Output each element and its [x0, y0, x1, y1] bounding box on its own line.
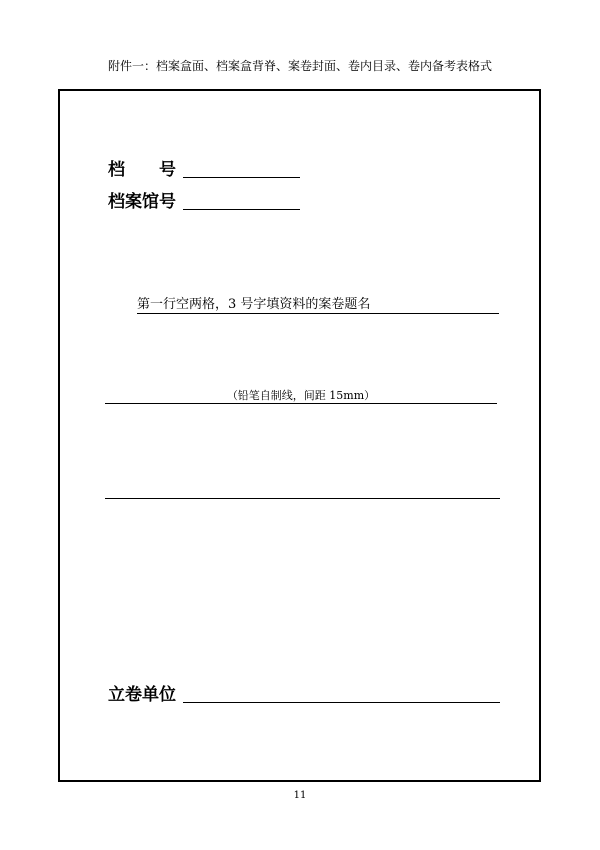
attachment-header: 附件一：档案盒面、档案盒背脊、案卷封面、卷内目录、卷内备考表格式 — [107, 59, 492, 73]
filing-unit-label: 立卷单位 — [108, 685, 176, 705]
file-number-blank-line — [183, 177, 300, 178]
filing-unit-field — [108, 684, 500, 706]
file-number-field — [108, 159, 300, 181]
file-number-label: 档 号 — [108, 160, 176, 180]
case-title-instruction: 第一行空两格，3 号字填资料的案卷题名 — [137, 297, 499, 314]
archive-number-field — [108, 191, 300, 213]
title-rule-line-1 — [105, 403, 497, 404]
pencil-line-note: （铅笔自制线，间距 15mm） — [226, 389, 376, 402]
filing-unit-blank-line — [183, 702, 500, 703]
archive-number-blank-line — [183, 209, 300, 210]
archive-number-label: 档案馆号 — [108, 192, 176, 212]
page-number: 11 — [293, 790, 307, 801]
title-rule-line-2 — [105, 498, 500, 499]
